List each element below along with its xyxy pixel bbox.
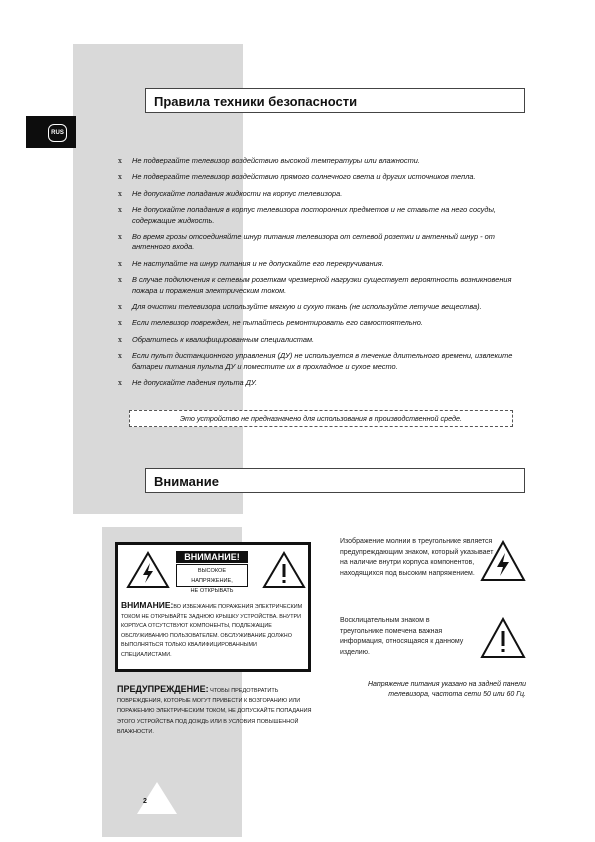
list-item: x В случае подключения к сетевым розеткам чрезмерной нагрузки существует вероятность возникновения пожара и поражения электрическим током. [118,275,512,295]
warning-text: ВНИМАНИЕ:ВО ИЗБЕЖАНИЕ ПОРАЖЕНИЯ ЭЛЕКТРИЧЕСКИМ ТОКОМ НЕ ОТКРЫВАЙТЕ ЗАДНЮЮ КРЫШКУ УСТРОЙСТВА. ВНУТРИ КОРПУСА ОТСУТСТВУЮТ КОМПОНЕНТЫ, ПОДЛЕЖАЩИЕ ОБСЛУЖИВАНИЮ ПОЛЬЗОВАТЕЛЕМ. ОБСЛУЖИВАНИЕ ДОЛЖНО ВЫПОЛНЯТЬСЯ ТОЛЬКО КВАЛИФИЦИРОВАННЫМИ СПЕЦИАЛИСТАМИ. [121,600,303,658]
high-voltage-label: ВЫСОКОЕ НАПРЯЖЕНИЕ, НЕ ОТКРЫВАТЬ [176,564,248,587]
bullet-marker: x [118,206,122,215]
list-item: x Если телевизор поврежден, не пытайтесь ремонтировать его самостоятельно. [118,318,423,328]
page-number: 2 [143,798,147,805]
page-number-triangle [135,780,179,816]
list-item: x Если пульт дистанционного управления (ДУ) не используется в течение длительного времени, извлеките батареи питания пульта ДУ и поместите их в прохладное и сухое место. [118,351,513,371]
lightning-triangle-icon [480,540,526,582]
warning-label-box [115,542,311,672]
language-badge: RUS [48,124,67,142]
list-item: x Во время грозы отсоединяйте шнур питания телевизора от сетевой розетки и антенный шнур - от антенного входа. [118,232,495,252]
list-item: x Не подвергайте телевизор воздействию высокой температуры или влажности. [118,156,420,165]
bullet-marker: x [118,233,122,242]
bullet-marker: x [118,335,122,344]
safety-heading: Правила техники безопасности [145,88,525,113]
voltage-note: Напряжение питания указано на задней панели телевизора, частота сети 50 или 60 Гц. [368,681,526,699]
list-item: x Не допускайте падения пульта ДУ. [118,378,258,388]
list-item: x Не допускайте попадания в корпус телевизора посторонних предметов и не ставьте на него сосуды, содержащие жидкость. [118,205,496,225]
bullet-marker: x [118,276,122,285]
list-item: x Для очистки телевизора используйте мягкую и сухую ткань (не используйте летучие вещества). [118,302,482,312]
safety-rules-list [118,156,518,395]
exclamation-triangle-icon [480,617,526,659]
exclamation-info-text: Восклицательным знаком в треугольнике помечена важная информация, относящаяся к данному изделию. [340,617,464,656]
attention-heading: Внимание [145,468,525,493]
bullet-marker: x [118,259,122,268]
exclamation-triangle-icon [262,551,306,589]
bullet-marker: x [118,189,122,198]
bullet-marker: x [118,303,122,312]
list-item: x Не подвергайте телевизор воздействию прямого солнечного света и других источников тепла. [118,172,476,182]
list-item: x Не наступайте на шнур питания и не допускайте его перекручивания. [118,258,384,268]
bullet-marker: x [118,352,122,361]
warning-title: ВНИМАНИЕ! [176,551,248,563]
list-item: x Не допускайте попадания жидкости на корпус телевизора. [118,188,343,198]
bullet-marker: x [118,173,122,182]
industrial-use-notice: Это устройство не предназначено для использования в производственной среде. [129,410,513,427]
bullet-marker: x [118,379,122,388]
caution-text: ПРЕДУПРЕЖДЕНИЕ: ЧТОБЫ ПРЕДОТВРАТИТЬ ПОВРЕЖДЕНИЯ, КОТОРЫЕ МОГУТ ПРИВЕСТИ К ВОЗГОРАНИЮ ИЛИ ПОРАЖЕНИЮ ЭЛЕКТРИЧЕСКИМ ТОКОМ, НЕ ДОПУСКАЙТЕ ПОПАДАНИЯ ЭТОГО УСТРОЙСТВА ПОД ДОЖДЬ ИЛИ В УСЛОВИЯ ПОВЫШЕННОЙ ВЛАЖНОСТИ. [117,684,312,735]
lightning-info-text: Изображение молнии в треугольнике является предупреждающим знаком, который указывает на наличие внутри корпуса компонентов, находящихся под высоким напряжением. [340,538,494,577]
list-item: x Обратитесь к квалифицированным специалистам. [118,334,315,344]
bullet-marker: x [118,157,122,165]
lightning-triangle-icon [126,551,170,589]
bullet-marker: x [118,319,122,328]
